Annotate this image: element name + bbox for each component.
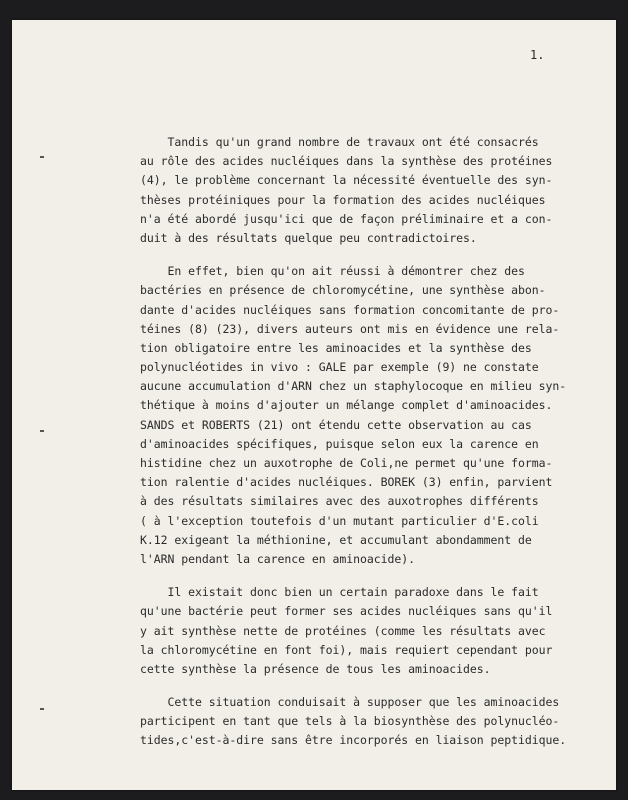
paragraph-1: [140, 133, 595, 248]
text-line: polynucléotides in vivo : GALE par exemple (9) ne constate: [140, 360, 539, 375]
text-line: cette synthèse la présence de tous les aminoacides.: [140, 661, 491, 676]
text-line: En effet, bien qu'on ait réussi à démontrer chez des: [140, 264, 525, 279]
text-line: dante d'acides nucléiques sans formation concomitante de pro-: [140, 302, 560, 317]
text-line: aucune accumulation d'ARN chez un staphylocoque en milieu syn-: [140, 379, 567, 394]
text-line: d'aminoacides spécifiques, puisque selon eux la carence en: [140, 436, 539, 451]
text-line: bactéries en présence de chloromycétine, une synthèse abon-: [140, 283, 546, 298]
text-line: K.12 exigeant la méthionine, et accumulant abondamment de: [140, 532, 532, 547]
text-line: SANDS et ROBERTS (21) ont étendu cette observation au cas: [140, 417, 532, 432]
text-line: histidine chez un auxotrophe de Coli,ne permet qu'une forma-: [140, 456, 553, 470]
text-line: tides,c'est-à-dire sans être incorporés en liaison peptidique.: [140, 733, 567, 748]
text-line: tion ralentie d'acides nucléiques. BOREK (3) enfin, parvient: [140, 475, 553, 490]
text-line: Tandis qu'un grand nombre de travaux ont été consacrés: [140, 135, 539, 149]
text-line: téines (8) (23), divers auteurs ont mis en évidence une rela-: [140, 321, 560, 336]
text-line: y ait synthèse nette de protéines (comme les résultats avec: [140, 623, 546, 638]
text-line: Il existait donc bien un certain paradoxe dans le fait: [140, 585, 539, 600]
body-text: [140, 133, 595, 765]
text-line: qu'une bactérie peut former ses acides nucléiques sans qu'il: [140, 604, 553, 619]
margin-tick-mark: [40, 156, 44, 158]
margin-tick-mark: [40, 430, 44, 432]
text-line: thèses protéiniques pour la formation des acides nucléiques: [140, 192, 546, 207]
text-line: participent en tant que tels à la biosynthèse des polynucléo-: [140, 714, 560, 729]
text-line: (4), le problème concernant la nécessité éventuelle des syn-: [140, 173, 553, 188]
text-line: n'a été abordé jusqu'ici que de façon préliminaire et a con-: [140, 211, 553, 226]
text-line: thétique à moins d'ajouter un mélange complet d'aminoacides.: [140, 398, 553, 413]
paragraph-3: [140, 583, 595, 679]
text-line: ( à l'exception toutefois d'un mutant particulier d'E.coli: [140, 513, 539, 528]
paragraph-2: [140, 262, 595, 569]
text-line: tion obligatoire entre les aminoacides et la synthèse des: [140, 340, 532, 355]
text-line: à des résultats similaires avec des auxotrophes différents: [140, 494, 539, 509]
text-line: l'ARN pendant la carence en aminoacide).: [140, 551, 415, 566]
margin-tick-mark: [40, 708, 44, 710]
text-line: Cette situation conduisait à supposer que les aminoacides: [140, 695, 560, 710]
text-line: la chloromycétine en font foi), mais requiert cependant pour: [140, 642, 553, 657]
paragraph-4: [140, 693, 595, 751]
text-line: au rôle des acides nucléiques dans la synthèse des protéines: [140, 154, 553, 169]
text-line: duit à des résultats quelque peu contradictoires.: [140, 230, 477, 245]
page-number: 1.: [530, 48, 545, 62]
